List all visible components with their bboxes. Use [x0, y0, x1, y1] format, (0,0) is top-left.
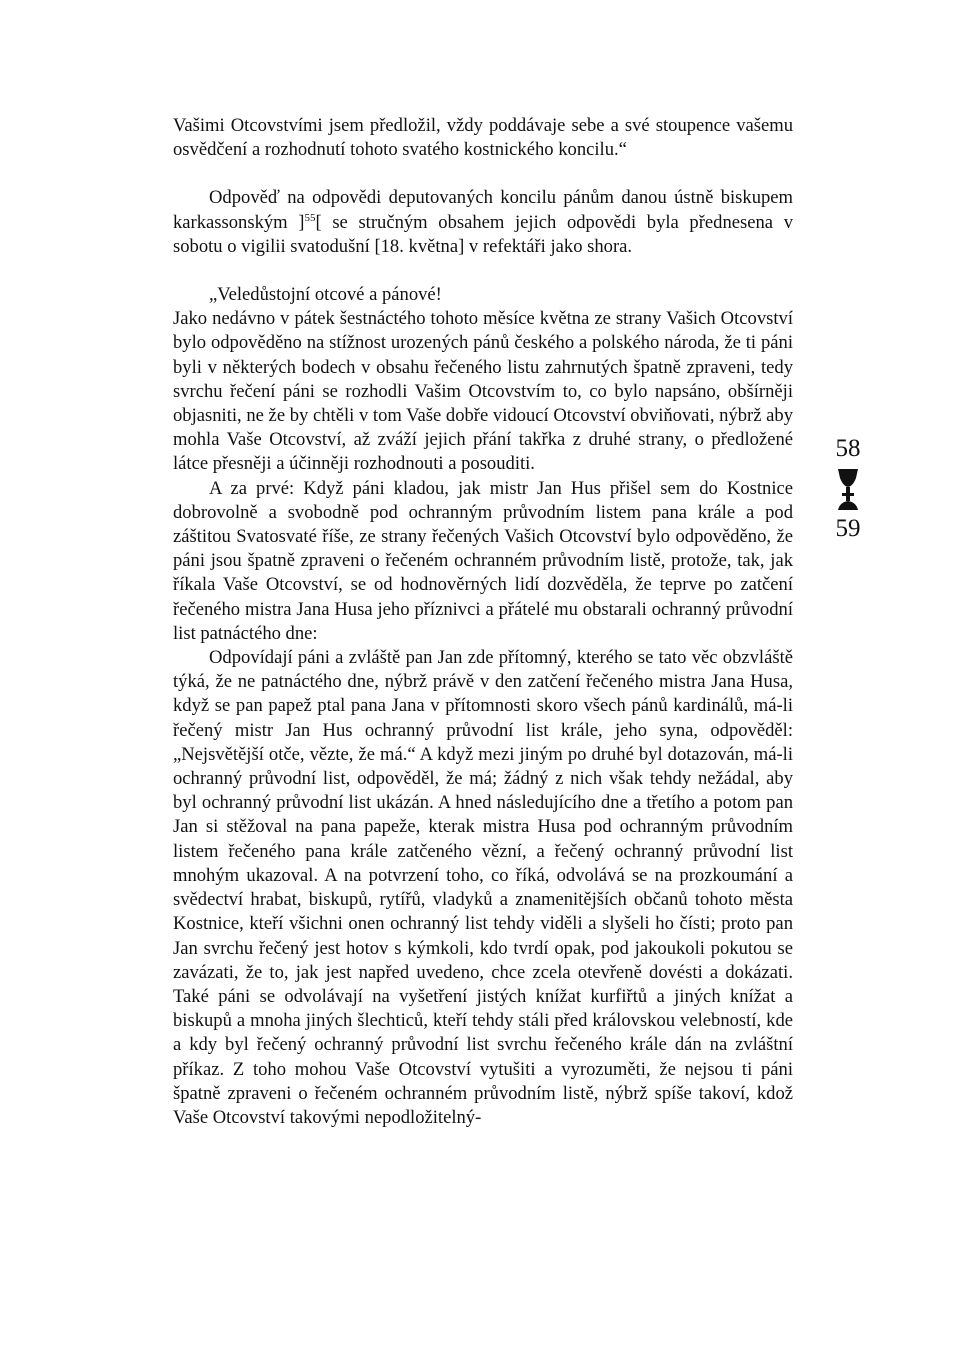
paragraph-2-part-a: Odpověď na odpovědi deputovaných koncilu pánům danou ústně biskupem karkassonským ] — [173, 187, 793, 233]
margin-page-number-top: 58 — [835, 435, 861, 462]
margin-page-number-bottom: 59 — [835, 515, 861, 542]
body-text — [173, 114, 793, 1130]
paragraph-3: Jako nedávno v pátek šestnáctého tohoto měsíce května ze strany Vašich Otcovství bylo odpověděno na stížnost urozených pánů českého a polského národa, že ti páni byli v některých bodech v obsahu řečeného listu zahrnutých špatně zpraveni, tedy svrchu řečení páni se rozhodli Vašim Otcovstvím to, co bylo napsáno, obšírněji objasniti, ne že by chtěli v tom Vaše dobře vidoucí Otcovství obviňovati, nýbrž aby mohla Vaše Otcovství, až zváží jejich přání takřka z druhé strany, o předložené látce přesněji a účinněji rozhodnouti a posouditi. — [173, 308, 793, 475]
paragraph-1: Vašimi Otcovstvími jsem předložil, vždy poddávaje sebe a své stoupence vašemu osvědčení a rozhodnutí tohoto svatého kostnického koncilu.“ — [173, 115, 793, 161]
spacer — [173, 259, 793, 283]
paragraph-5: Odpovídají páni a zvláště pan Jan zde přítomný, kterého se tato věc obzvláště týká, že ne patnáctého dne, nýbrž právě v den zatčení řečeného mistra Jana Husa, když se pan papež ptal pana Jana v přítomnosti skoro všech pánů kardinálů, má-li řečený mistr Jan Hus ochranný průvodní list krále, jeho syna, odpověděl: „Nejsvětější otče, vězte, že má.“ A když mezi jiným po druhé byl dotazován, má-li ochranný průvodní list, odpověděl, že má; žádný z nich však tehdy nežádal, aby byl ochranný průvodní list ukázán. A hned následujícího dne a třetího a potom pan Jan si stěžoval na pana papeže, kterak mistra Husa pod ochranným průvodním listem řečeného pana krále zatčeného vězní, a řečený ochranný průvodní list mnohým ukazoval. A na potvrzení toho, co říká, odvolává se na prozkoumání a svědectví hrabat, biskupů, rytířů, vladyků a znamenitějších občanů tohoto města Kostnice, kteří všichni onen ochranný list tehdy viděli a slyšeli ho čísti; proto pan Jan svrchu řečený jest hotov s kýmkoli, kdo tvrdí opak, pod jakoukoli pokutou se zavázati, že to, jak jest napřed uvedeno, chce zcela otevřeně dovésti a dokázati. Také páni se odvolávají na vyšetření jistých knížat kurfiřtů a jiných knížat a biskupů a mnoha jiných šlechticů, kteří tehdy stáli před královskou velebností, kde a kdy byl řečený ochranný průvodní list svrchu řečeného krále dán na zvláštní příkaz. Z toho mohou Vaše Otcovství vytušiti a vyrozuměti, že nejsou ti páni špatně zpraveni o řečeném ochranném průvodním listě, nýbrž spíše takoví, kdož Vaše Otcovství takovými nepodložitelný- — [173, 647, 793, 1128]
spacer — [173, 162, 793, 186]
paragraph-4: A za prvé: Když páni kladou, jak mistr Jan Hus přišel sem do Kostnice dobrovolně a svobodně pod ochranným průvodním listem pana krále a pod záštitou Svatosvaté říše, ze strany řečených Vašich Otcovství bylo odpověděno, že páni jsou špatně zpraveni o řečeném ochranném průvodním listě, protože, tak, jak říkala Vaše Otcovství, se od hodnověrných lidí dozvěděla, že teprve po zatčení řečeného mistra Jana Husa jeho příznivci a přátelé mu obstarali ochranný průvodní list patnáctého dne: — [173, 477, 793, 644]
footnote-marker: 55 — [304, 211, 316, 224]
salutation: „Veledůstojní otcové a pánové! — [209, 284, 442, 306]
paragraph-2 — [173, 186, 793, 259]
paragraph-2-part-b: [ se stručným obsahem jejich odpovědi byla přednesena v sobotu o vigilii svatodušní [18. května] v refektáři jako shora. — [173, 211, 793, 257]
margin-page-marker — [818, 436, 878, 542]
chalice-icon — [836, 468, 860, 512]
